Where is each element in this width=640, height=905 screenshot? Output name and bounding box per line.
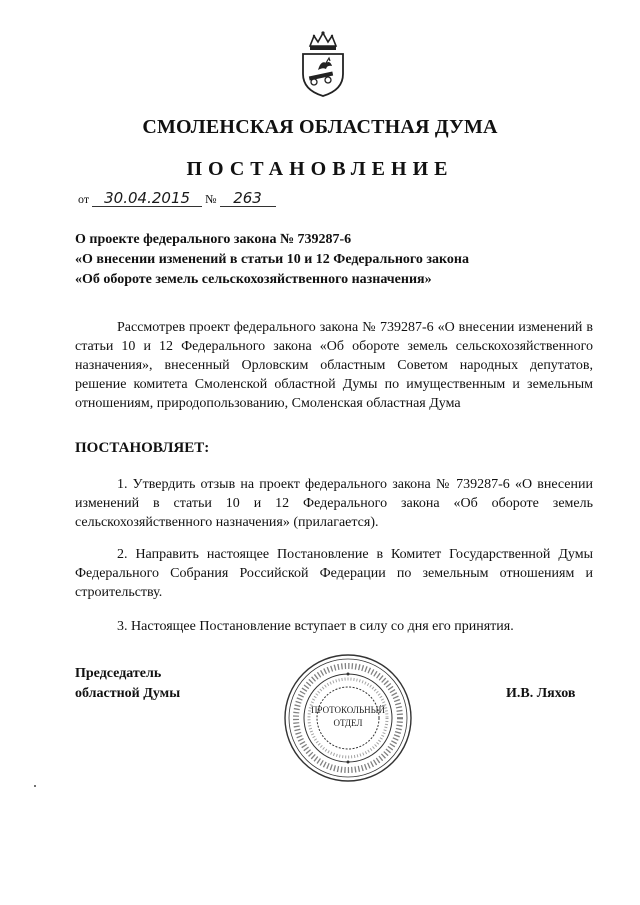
scan-speck bbox=[34, 785, 36, 787]
signatory-name: И.В. Ляхов bbox=[506, 686, 576, 701]
position-line: Председатель bbox=[75, 666, 162, 681]
subject-line: «Об обороте земель сельскохозяйственного назначения» bbox=[75, 272, 432, 287]
number-label: № bbox=[205, 192, 217, 206]
resolution-item-1: 1. Утвердить отзыв на проект федерального закона № 739287-6 «О внесении изменений в статьи 10 и 12 Федерального закона «Об обороте земель сельскохозяйственного назначения» (прилагается). bbox=[75, 477, 593, 530]
seal-line: ОТДЕЛ bbox=[333, 718, 363, 728]
document-type-title: ПОСТАНОВЛЕНИЕ bbox=[186, 158, 454, 180]
handwritten-date: 30.04.2015 bbox=[92, 190, 202, 207]
date-from-label: от bbox=[78, 192, 90, 206]
smolensk-coat-of-arms-icon bbox=[296, 30, 350, 98]
resolution-item-3: 3. Настоящее Постановление вступает в силу со дня его принятия. bbox=[117, 619, 514, 634]
seal-line: ПРОТОКОЛЬНЫЙ bbox=[311, 705, 385, 715]
resolution-item-2: 2. Направить настоящее Постановление в Комитет Государственной Думы Федерального Собрания Российской Федерации по земельным отношениям и строительству. bbox=[75, 547, 593, 600]
handwritten-number: 263 bbox=[220, 190, 276, 207]
preamble-paragraph: Рассмотрев проект федерального закона № 739287-6 «О внесении изменений в статьи 10 и 12 Федерального закона «Об обороте земель сельскохозяйственного назначения», внесенный Орловским областным Советом народных депутатов, решение комитета Смоленской областной Думы по имущественным и земельным отношениям, природопользованию, Смоленская областная Дума bbox=[75, 320, 593, 411]
date-number-line bbox=[75, 190, 276, 207]
signatory-position bbox=[75, 664, 180, 704]
subject-line: «О внесении изменений в статьи 10 и 12 Федерального закона bbox=[75, 252, 469, 267]
organization-title: СМОЛЕНСКАЯ ОБЛАСТНАЯ ДУМА bbox=[142, 116, 498, 138]
seal-center-text bbox=[311, 704, 385, 730]
document-subject bbox=[75, 230, 545, 290]
position-line: областной Думы bbox=[75, 686, 181, 701]
subject-line: О проекте федерального закона № 739287-6 bbox=[75, 232, 352, 247]
resolves-heading: ПОСТАНОВЛЯЕТ: bbox=[75, 440, 210, 456]
